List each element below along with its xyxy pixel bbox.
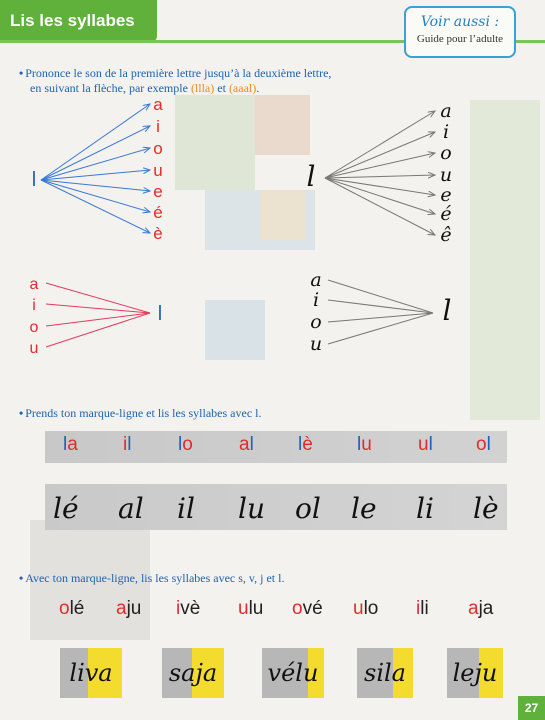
card-word: saja <box>168 659 218 687</box>
arrow <box>41 180 150 233</box>
script-syllable: al <box>118 492 144 525</box>
arrow <box>325 175 435 178</box>
script-syllable: lu <box>238 492 265 525</box>
diagram-2-target: i <box>442 121 450 143</box>
arrow <box>41 180 150 191</box>
diagram-3-source: i <box>32 297 36 314</box>
diagram-2-target: ê <box>440 224 452 246</box>
section-title: Lis les syllabes <box>10 11 135 30</box>
card-word: sila <box>364 659 406 687</box>
print-syllable: ul <box>418 434 433 455</box>
card-word: liva <box>69 659 113 687</box>
bullet-icon: • <box>19 406 24 420</box>
instruction-1-line2: en suivant la flèche, par exemple <box>30 81 191 95</box>
word-card <box>447 648 503 698</box>
script-syllable: le <box>351 492 377 525</box>
colored-word: aju <box>116 598 142 619</box>
diagram-1-source: l <box>31 169 37 191</box>
instruction-2 <box>19 406 419 421</box>
arrow <box>41 180 150 212</box>
colored-word: olé <box>59 598 85 619</box>
example-aaal: (aaal) <box>228 81 257 95</box>
print-syllable: il <box>123 434 132 455</box>
script-syllable: li <box>416 492 434 525</box>
example-llla: (llla) <box>190 81 215 95</box>
page-number: 27 <box>518 696 545 720</box>
diagram-3-source: u <box>29 340 39 357</box>
print-syllable: lè <box>298 434 313 455</box>
diagram-2-target: é <box>440 203 452 225</box>
print-syllable: ol <box>476 434 491 455</box>
script-syllable: lé <box>53 492 79 525</box>
diagram-1-target: o <box>153 139 163 158</box>
word-card <box>162 648 224 698</box>
colored-word: ové <box>292 598 323 619</box>
instruction-1-et: et <box>214 81 229 95</box>
diagram-1-target: u <box>153 161 163 180</box>
script-syllable: lè <box>473 492 499 525</box>
diagram-1-target: a <box>153 95 163 114</box>
diagram-1 <box>32 95 163 243</box>
card-word: vélu <box>267 659 319 687</box>
diagram-2-source: l <box>306 160 316 193</box>
print-syllable: lo <box>178 434 193 455</box>
bullet-icon: • <box>19 66 24 80</box>
word-card <box>357 648 413 698</box>
diagram-4-source: a <box>310 269 322 291</box>
colored-word: aja <box>468 598 494 619</box>
diagram-3 <box>30 276 163 357</box>
print-syllable: al <box>239 434 254 455</box>
diagram-2-target: o <box>440 142 452 164</box>
print-syllable: la <box>63 434 78 455</box>
instruction-1-period: . <box>256 81 260 95</box>
diagram-2-target: u <box>439 164 453 186</box>
line <box>328 300 433 313</box>
diagram-2-target: a <box>440 100 452 122</box>
instruction-1-line1: Prononce le son de la première lettre jusqu’à la deuxième lettre, <box>25 66 332 80</box>
instruction-2-text: Prends ton marque-ligne et lis les syllabes avec l. <box>25 406 262 420</box>
colored-word: ulo <box>353 598 379 619</box>
arrow <box>325 111 435 178</box>
print-syllable: lu <box>357 434 372 455</box>
diagram-3-source: o <box>29 319 39 336</box>
script-syllable-bar <box>45 484 507 530</box>
diagram-3-source: a <box>29 276 39 293</box>
diagram-4-source: u <box>309 333 323 355</box>
bullet-icon: • <box>19 571 24 585</box>
guide-label: Guide pour l’adulte <box>416 33 504 45</box>
colored-word: ili <box>416 598 429 619</box>
arrow <box>325 132 435 178</box>
diagram-4-source: o <box>310 311 322 333</box>
diagram-3-target: l <box>157 303 163 325</box>
arrow <box>325 178 435 214</box>
diagram-1-target: i <box>156 117 160 136</box>
word-card <box>262 648 324 698</box>
script-syllable: il <box>177 492 195 525</box>
card-word: leju <box>452 659 498 687</box>
diagram-4-target: l <box>442 294 452 327</box>
instruction-3 <box>19 571 419 586</box>
voir-aussi-label: Voir aussi : <box>420 14 500 30</box>
diagram-1-target: é <box>153 203 163 222</box>
diagram-1-target: è <box>153 224 163 243</box>
line <box>328 280 433 313</box>
line <box>46 313 150 347</box>
diagram-1-target: e <box>153 182 163 201</box>
print-syllable-bar <box>45 431 507 463</box>
diagram-2 <box>307 100 453 246</box>
arrow <box>325 153 435 178</box>
colored-word: ivè <box>176 598 201 619</box>
diagram-4-source: i <box>312 289 320 311</box>
word-card <box>60 648 122 698</box>
script-syllable: ol <box>295 492 321 525</box>
colored-word: ulu <box>238 598 264 619</box>
diagram-2-target: e <box>440 184 452 206</box>
arrow <box>41 104 150 180</box>
line <box>46 313 150 326</box>
diagram-4 <box>310 269 452 355</box>
instruction-3-text: Avec ton marque-ligne, lis les syllabes avec s, v, j et l. <box>25 571 285 585</box>
